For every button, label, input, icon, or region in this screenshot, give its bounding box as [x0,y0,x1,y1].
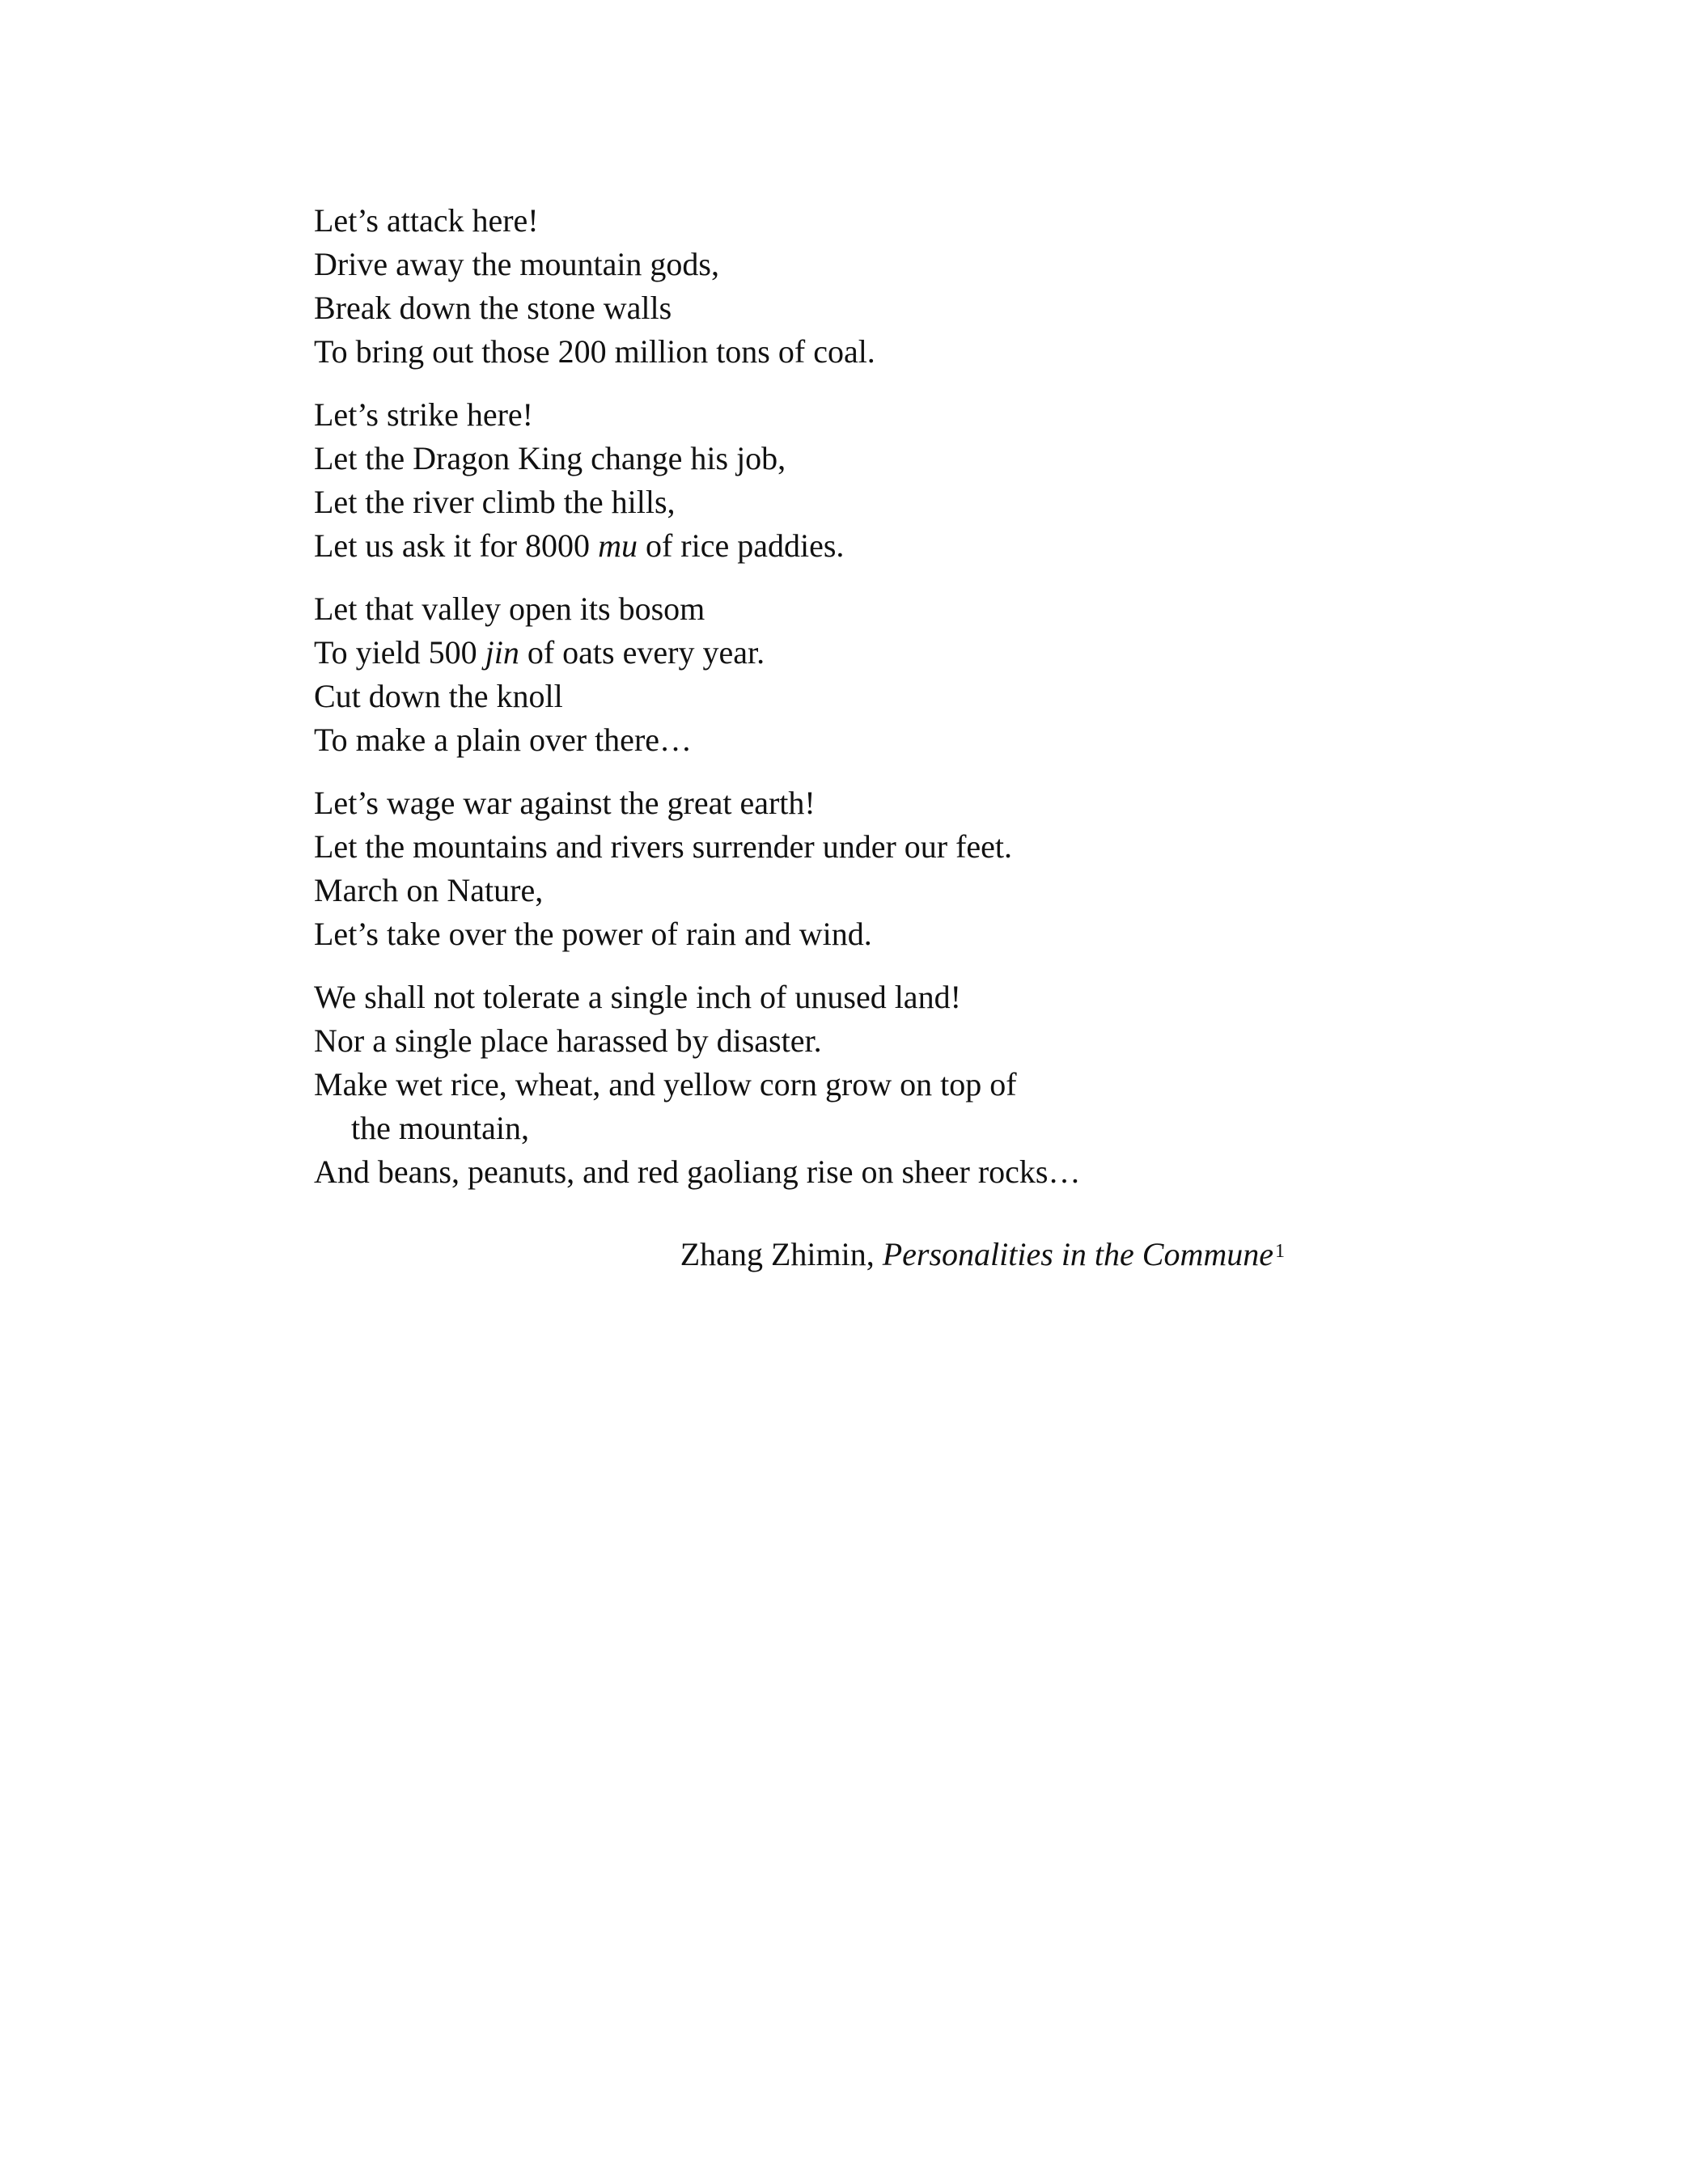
poem-line-text: of oats every year. [519,634,765,671]
poem-line: Let the river climb the hills, [314,484,676,520]
attribution-author: Zhang Zhimin, [680,1236,883,1272]
poem-line-emphasis: mu [598,527,638,564]
poem-line: March on Nature, [314,872,544,908]
poem-line-emphasis: jin [485,634,519,671]
poem-line: Let that valley open its bosom [314,590,705,627]
poem-line: Break down the stone walls [314,290,672,326]
stanza [314,976,1366,1194]
poem-line: Drive away the mountain gods, [314,246,719,282]
poem-line-text: of rice paddies. [637,527,845,564]
poem-line-text: Let us ask it for 8000 [314,527,599,564]
poem-stanzas [314,199,1366,1194]
stanza [314,393,1366,568]
poem-line: Cut down the knoll [314,678,563,714]
poem-line: Let’s take over the power of rain and wind. [314,916,872,952]
poem-line: We shall not tolerate a single inch of unused land! [314,979,961,1015]
poem-line: Nor a single place harassed by disaster. [314,1022,822,1059]
stanza [314,587,1366,762]
poem-line-text: To yield 500 [314,634,485,671]
attribution-work-title: Personalities in the Commune [882,1236,1273,1272]
poem [314,199,1366,1272]
poem-line [314,524,1366,568]
poem-line: And beans, peanuts, and red gaoliang rise on sheer rocks… [314,1153,1081,1190]
poem-line: the mountain, [351,1110,529,1146]
poem-line: Let’s strike here! [314,396,533,433]
poem-line: To make a plain over there… [314,722,693,758]
poem-line: Let’s attack here! [314,202,539,239]
poem-line: To bring out those 200 million tons of coal. [314,333,875,370]
poem-line: Let’s wage war against the great earth! [314,785,816,821]
poem-line: Let the Dragon King change his job, [314,440,786,476]
poem-line [314,631,1366,675]
stanza [314,781,1366,956]
stanza [314,199,1366,374]
poem-attribution [314,1233,1285,1276]
poem-line: Make wet rice, wheat, and yellow corn grow on top of [314,1066,1017,1103]
poem-line: Let the mountains and rivers surrender under our feet. [314,828,1013,865]
footnote-marker: 1 [1275,1241,1285,1262]
